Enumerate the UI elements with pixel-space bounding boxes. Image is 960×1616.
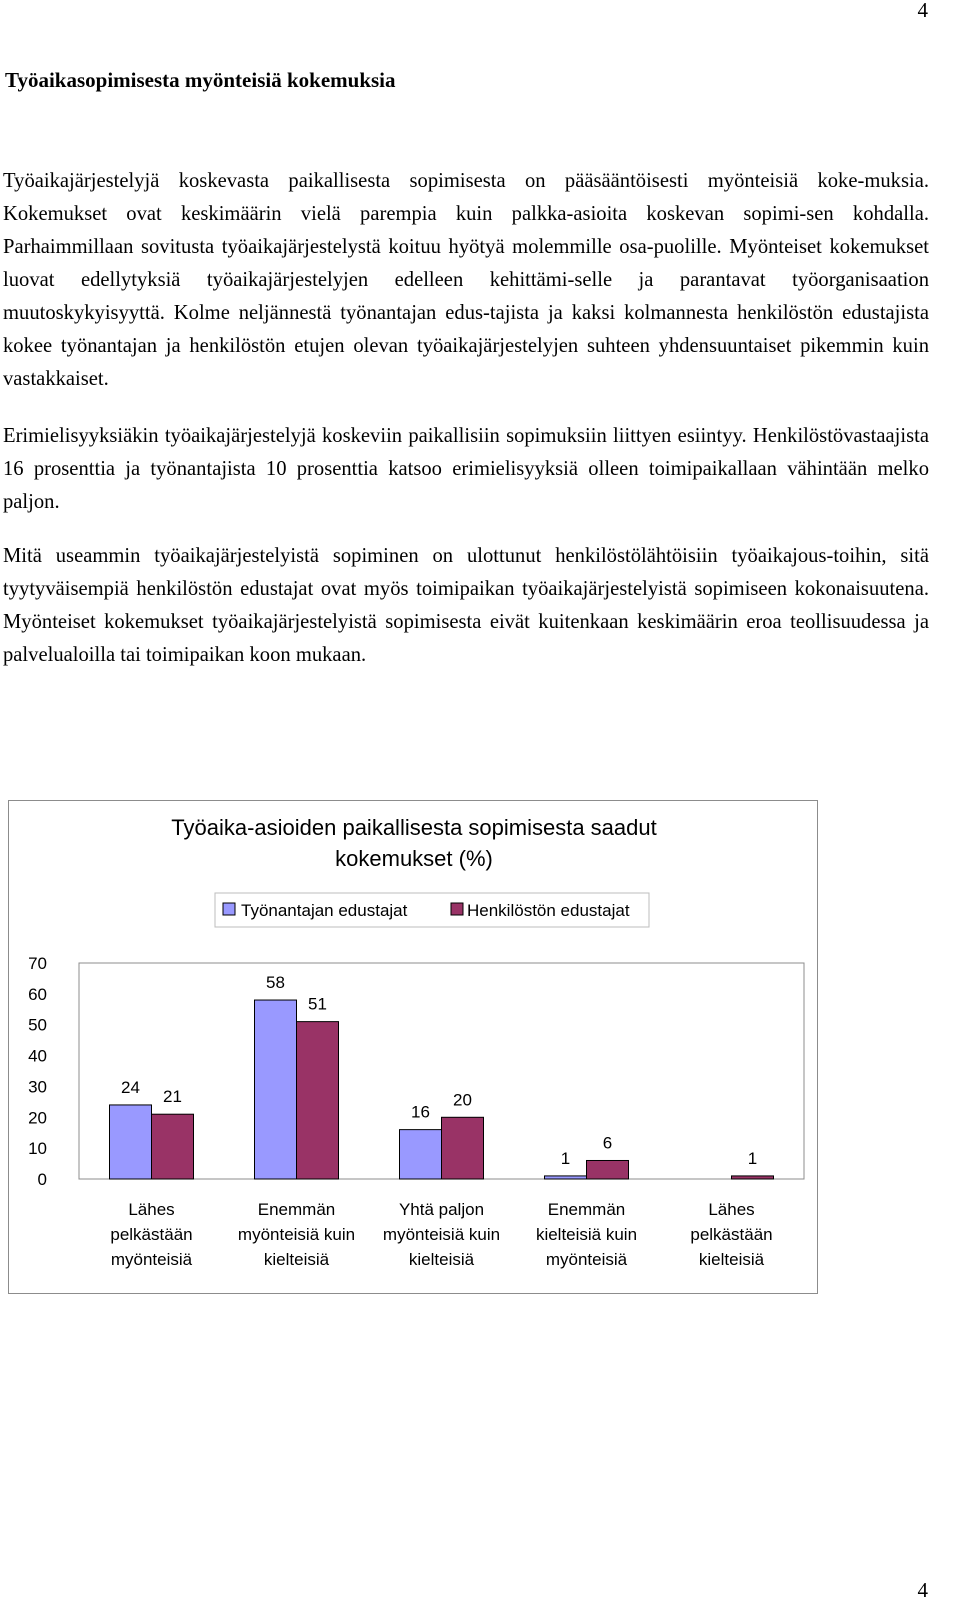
data-label: 16 (411, 1102, 430, 1122)
bar (110, 1105, 152, 1179)
y-tick-label: 30 (28, 1077, 47, 1097)
data-label: 1 (747, 1148, 758, 1168)
category-label: kielteisiä (698, 1250, 765, 1269)
bar (297, 1022, 339, 1179)
section-heading: Työaikasopimisesta myönteisiä kokemuksia (5, 68, 396, 92)
bar (732, 1176, 774, 1179)
bar (152, 1114, 194, 1179)
chart-svg (9, 801, 817, 1293)
category-label: kielteisiä (263, 1250, 330, 1269)
paragraph-3: Mitä useammin työaikajärjestelyistä sopiminen on ulottunut henkilöstölähtöisiin työaikajous-toihin, sitä tyytyväisempiä henkilöstön edustajat ovat myös toimipaikan työaikajärjestelyistä sopimiseen kokonaisuutena. Myönteiset kokemukset työaikajärjestelyistä sopimisesta eivät kuitenkaan keskimäärin eroa teollisuudessa ja palvelualoilla tai toimipaikan koon mukaan. (3, 545, 929, 666)
category-label: myönteisiä (545, 1250, 628, 1269)
page-number-top: 4 (917, 0, 928, 22)
category-label: Enemmän (547, 1200, 626, 1219)
y-tick-label: 50 (28, 1015, 47, 1035)
y-tick-label: 0 (37, 1170, 47, 1189)
category-label: myönteisiä (110, 1250, 193, 1269)
legend-label: Työnantajan edustajat (241, 901, 408, 920)
paragraph-1: Työaikajärjestelyjä koskevasta paikallisesta sopimisesta on pääsääntöisesti myönteisiä koke-muksia. Kokemukset ovat keskimäärin vielä parempia kuin palkka-asioita koskevan sopimi-sen kohdalla. Parhaimmillaan sovitusta työaikajärjestelystä koituu hyötyä molemmille osa-puolille. Myönteiset kokemukset luovat edellytyksiä työaikajärjestelyjen edelleen kehittämi-selle ja parantavat työorganisaation muutoskykyisyyttä. Kolme neljännestä työnantajan edus-tajista ja kaksi kolmannesta henkilöstön edustajista kokee työnantajan ja henkilöstön etujen olevan työaikajärjestelyjen suhteen yhdensuuntaiset pikemmin kuin vastakkaiset. (3, 170, 929, 390)
bar (255, 1000, 297, 1179)
y-tick-label: 10 (28, 1139, 47, 1159)
category-label: Enemmän (257, 1200, 336, 1219)
category-label: kielteisiä (408, 1250, 475, 1269)
category-label: Yhtä paljon (398, 1200, 485, 1219)
bar (400, 1130, 442, 1179)
data-label: 20 (453, 1090, 472, 1110)
page-number-bottom: 4 (917, 1578, 928, 1602)
data-label: 24 (121, 1077, 140, 1097)
chart-title-line: kokemukset (%) (335, 846, 493, 871)
bar (587, 1160, 629, 1179)
y-tick-label: 20 (28, 1108, 47, 1128)
legend-swatch (451, 903, 463, 915)
legend-label: Henkilöstön edustajat (467, 901, 630, 920)
bar (442, 1117, 484, 1179)
category-label: kielteisiä kuin (535, 1225, 638, 1244)
y-tick-label: 40 (28, 1046, 47, 1066)
category-label: Lähes (128, 1200, 175, 1219)
category-label: pelkästään (110, 1225, 193, 1244)
chart-title-line: Työaika-asioiden paikallisesta sopimisesta saadut (171, 815, 657, 840)
data-label: 51 (308, 994, 327, 1014)
category-label: Lähes (708, 1200, 755, 1219)
paragraph-2: Erimielisyyksiäkin työaikajärjestelyjä koskeviin paikallisiin sopimuksiin liittyen esiintyy. Henkilöstövastaajista 16 prosenttia ja työnantajista 10 prosenttia katsoo erimielisyyksiä olleen toimipaikallaan vähintään melko paljon. (3, 425, 929, 513)
data-label: 1 (560, 1148, 571, 1168)
category-label: myönteisiä kuin (382, 1225, 501, 1244)
y-tick-label: 70 (28, 954, 47, 973)
category-label: myönteisiä kuin (237, 1225, 356, 1244)
bar-chart (8, 800, 818, 1294)
category-label: pelkästään (690, 1225, 773, 1244)
y-tick-label: 60 (28, 984, 47, 1004)
data-label: 58 (266, 973, 285, 993)
legend-swatch (223, 903, 235, 915)
bar (545, 1176, 587, 1179)
data-label: 6 (602, 1133, 613, 1153)
data-label: 21 (163, 1087, 182, 1107)
